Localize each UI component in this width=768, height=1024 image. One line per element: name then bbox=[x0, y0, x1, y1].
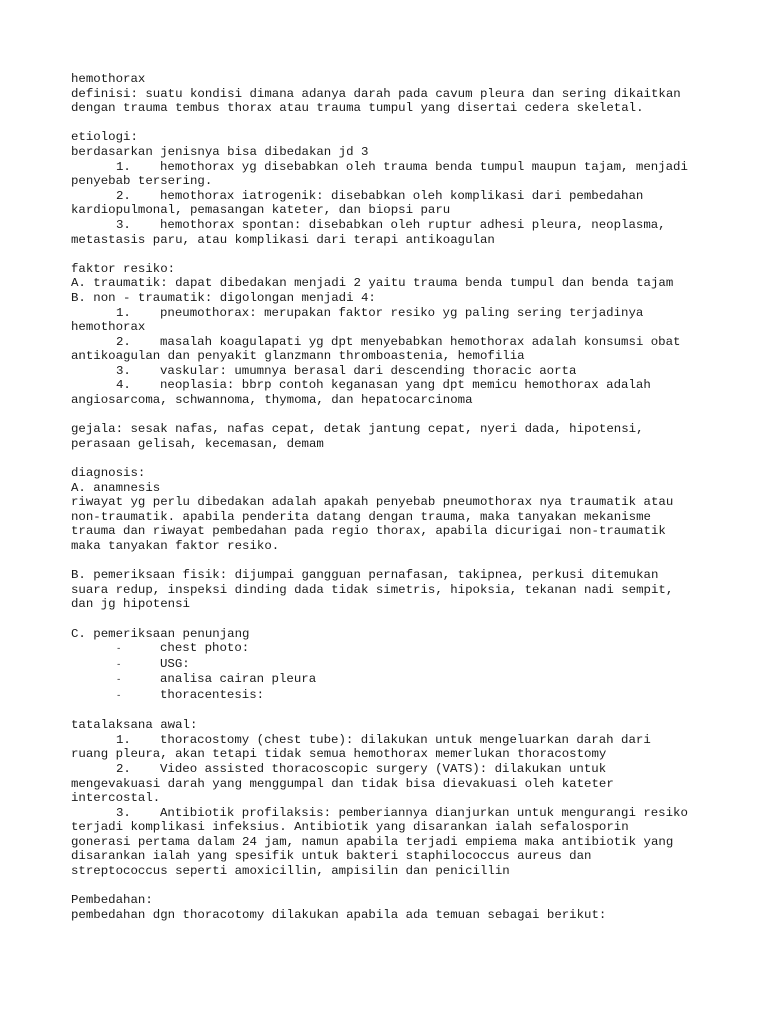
bullet-marker: - bbox=[116, 644, 122, 655]
list-item bbox=[71, 672, 731, 688]
anamnesis-text-3: trauma dan riwayat pembedahan pada regio thorax, apabila dicurigai non-traumatik bbox=[71, 524, 666, 539]
diagnosis-heading: diagnosis: bbox=[71, 466, 146, 481]
list-number: 1. bbox=[116, 732, 131, 747]
list-item-continuation: metastasis paru, atau komplikasi dari terapi antikoagulan bbox=[71, 232, 495, 247]
list-text: neoplasia: bbrp contoh keganasan yang dpt memicu hemothorax adalah bbox=[160, 378, 651, 393]
list-text: Video assisted thoracoscopic surgery (VATS): dilakukan untuk bbox=[160, 761, 607, 776]
list-text: chest photo: bbox=[160, 641, 250, 656]
list-text: analisa cairan pleura bbox=[160, 672, 317, 687]
list-text: hemothorax iatrogenik: disebabkan oleh komplikasi dari pembedahan bbox=[160, 188, 644, 203]
faktor-b: B. non - traumatik: digolongan menjadi 4: bbox=[71, 290, 376, 305]
anamnesis-text-4: maka tanyakan faktor resiko. bbox=[71, 539, 280, 553]
list-number: 2. bbox=[116, 188, 131, 203]
list-item-continuation: angiosarcoma, schwannoma, thymoma, dan hepatocarcinoma bbox=[71, 393, 473, 408]
list-item-continuation: intercostal. bbox=[71, 791, 161, 806]
faktor-heading: faktor resiko: bbox=[71, 261, 176, 276]
doc-title: hemothorax bbox=[71, 72, 146, 86]
list-text: thoracostomy (chest tube): dilakukan untuk mengeluarkan darah dari bbox=[160, 732, 651, 747]
definition-line-1: definisi: suatu kondisi dimana adanya darah pada cavum pleura dan sering dikaitkan bbox=[71, 86, 681, 101]
etiologi-intro: berdasarkan jenisnya bisa dibedakan jd 3 bbox=[71, 144, 369, 159]
faktor-a: A. traumatik: dapat dibedakan menjadi 2 yaitu trauma benda tumpul dan benda tajam bbox=[71, 276, 674, 291]
list-text: pneumothorax: merupakan faktor resiko yg paling sering terjadinya bbox=[160, 305, 644, 320]
list-item-continuation: gonerasi pertama dalam 24 jam, namun apabila terjadi empiema maka antibiotik yang bbox=[71, 834, 674, 849]
list-item bbox=[71, 364, 731, 379]
pembedahan-heading: Pembedahan: bbox=[71, 893, 153, 908]
list-item-continuation: disarankan ialah yang spesifik untuk bakteri staphilococcus aureus dan bbox=[71, 849, 592, 864]
list-item bbox=[71, 762, 731, 777]
list-item bbox=[71, 160, 731, 175]
list-item-continuation: hemothorax bbox=[71, 320, 146, 335]
list-number: 3. bbox=[116, 217, 131, 232]
list-item-continuation: ruang pleura, akan tetapi tidak semua hemothorax memerlukan thoracostomy bbox=[71, 747, 607, 762]
document-page bbox=[71, 72, 731, 922]
list-text: hemothorax spontan: disebabkan oleh ruptur adhesi pleura, neoplasma, bbox=[160, 217, 666, 232]
list-number: 1. bbox=[116, 159, 131, 174]
list-item bbox=[71, 335, 731, 350]
list-item bbox=[71, 733, 731, 748]
list-text: thoracentesis: bbox=[160, 687, 265, 702]
list-text: vaskular: umumnya berasal dari descending thoracic aorta bbox=[160, 363, 577, 378]
bullet-marker: - bbox=[116, 690, 122, 701]
list-item-continuation: mengevakuasi darah yang menggumpal dan tidak bisa dievakuasi oleh kateter bbox=[71, 776, 614, 791]
list-item bbox=[71, 189, 731, 204]
list-number: 2. bbox=[116, 334, 131, 349]
list-number: 1. bbox=[116, 305, 131, 320]
anamnesis-text-1: riwayat yg perlu dibedakan adalah apakah penyebab pneumothorax nya traumatik atau bbox=[71, 495, 674, 510]
anamnesis-heading: A. anamnesis bbox=[71, 480, 161, 495]
list-item-continuation: terjadi komplikasi infeksius. Antibiotik yang disarankan ialah sefalosporin bbox=[71, 820, 629, 835]
list-item bbox=[71, 657, 731, 673]
list-number: 3. bbox=[116, 805, 131, 820]
pembedahan-text: pembedahan dgn thoracotomy dilakukan apabila ada temuan sebagai berikut: bbox=[71, 907, 607, 922]
etiologi-heading: etiologi: bbox=[71, 130, 138, 145]
penunjang-heading: C. pemeriksaan penunjang bbox=[71, 626, 250, 641]
list-item bbox=[71, 378, 731, 393]
gejala-line-2: perasaan gelisah, kecemasan, demam bbox=[71, 436, 324, 451]
fisik-text-3: dan jg hipotensi bbox=[71, 597, 190, 612]
definition-line-2: dengan trauma tembus thorax atau trauma tumpul yang disertai cedera skeletal. bbox=[71, 101, 644, 116]
anamnesis-text-2: non-traumatik. apabila penderita datang dengan trauma, maka tanyakan mekanisme bbox=[71, 509, 651, 524]
list-item-continuation: penyebab tersering. bbox=[71, 174, 213, 189]
tatalaksana-heading: tatalaksana awal: bbox=[71, 718, 198, 733]
list-number: 2. bbox=[116, 761, 131, 776]
bullet-marker: - bbox=[116, 659, 122, 670]
list-number: 3. bbox=[116, 363, 131, 378]
list-item bbox=[71, 641, 731, 657]
list-item-continuation: antikoagulan dan penyakit glanzmann thromboastenia, hemofilia bbox=[71, 349, 525, 364]
fisik-text-2: suara redup, inspeksi dinding dada tidak simetris, hipoksia, tekanan nadi sempit, bbox=[71, 582, 674, 597]
list-item bbox=[71, 306, 731, 321]
list-item bbox=[71, 218, 731, 233]
list-text: masalah koagulapati yg dpt menyebabkan hemothorax adalah konsumsi obat bbox=[160, 334, 681, 349]
list-item-continuation: streptococcus seperti amoxicillin, ampisilin dan penicillin bbox=[71, 864, 510, 879]
list-item bbox=[71, 806, 731, 821]
list-item bbox=[71, 688, 731, 704]
list-text: Antibiotik profilaksis: pemberiannya dianjurkan untuk mengurangi resiko bbox=[160, 805, 688, 820]
list-text: hemothorax yg disebabkan oleh trauma benda tumpul maupun tajam, menjadi bbox=[160, 159, 688, 174]
list-item-continuation: kardiopulmonal, pemasangan kateter, dan biopsi paru bbox=[71, 203, 451, 218]
fisik-text-1: B. pemeriksaan fisik: dijumpai gangguan pernafasan, takipnea, perkusi ditemukan bbox=[71, 568, 659, 583]
list-text: USG: bbox=[160, 656, 190, 671]
gejala-line-1: gejala: sesak nafas, nafas cepat, detak jantung cepat, nyeri dada, hipotensi, bbox=[71, 422, 644, 437]
list-number: 4. bbox=[116, 378, 131, 393]
bullet-marker: - bbox=[116, 675, 122, 686]
